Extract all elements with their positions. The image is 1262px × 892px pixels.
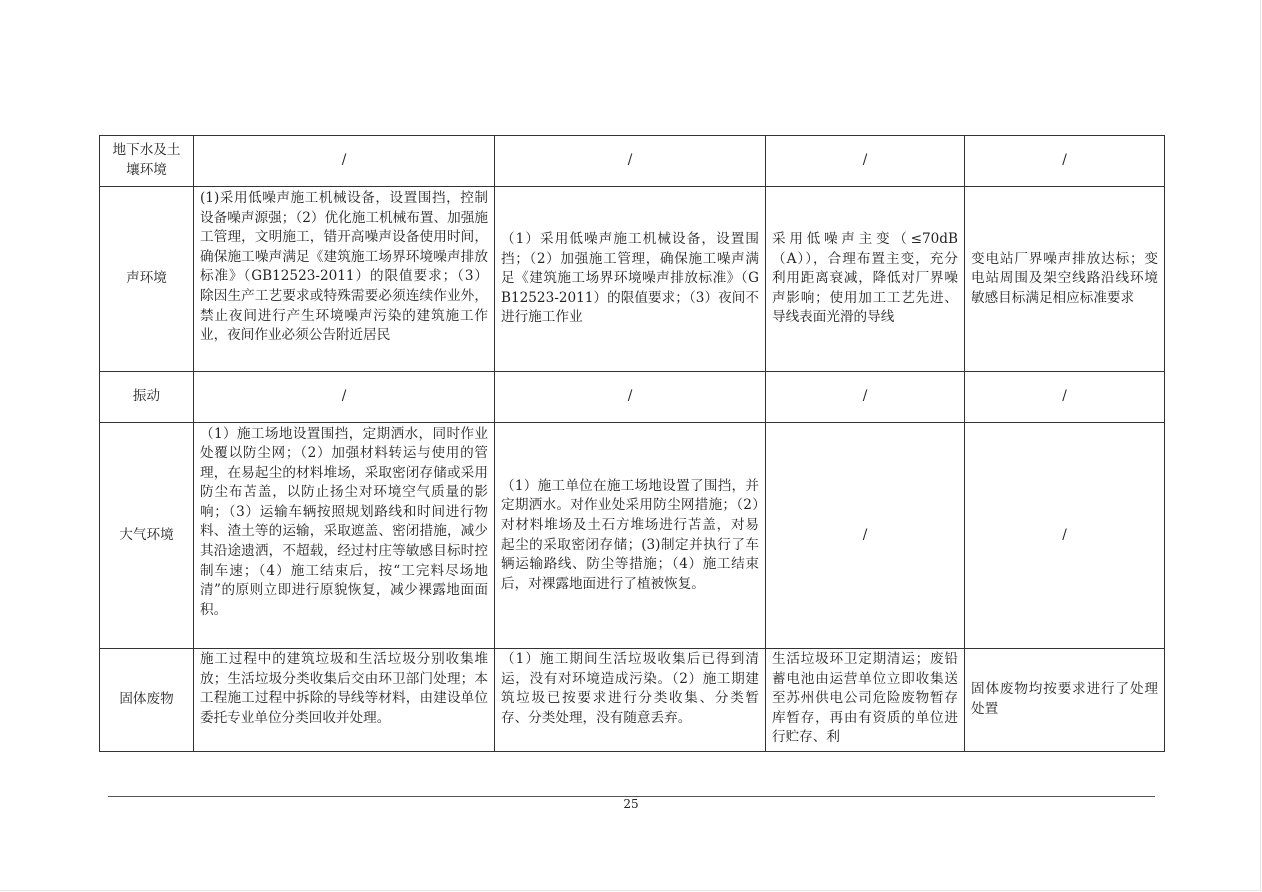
table-row-atmosphere [100,423,1165,649]
table-cell: 变电站厂界噪声排放达标；变电站周围及架空线路沿线环境敏感目标满足相应标准要求 [965,187,1165,372]
cell-text: （1）施工期间生活垃圾收集后已得到清运，没有对环境造成污染。（2）施工期建筑垃圾已按要求进行分类收集、分类暂存、分类处理，没有随意丢弃。 [501,651,759,726]
table-row-acoustic [100,187,1165,372]
cell-text: 生活垃圾环卫定期清运；废铅蓄电池由运营单位立即收集送至苏州供电公司危险废物暂存库暂存，再由有资质的单位进行贮存、利 [772,651,958,746]
table-cell: （1）施工单位在施工场地设置了围挡，并定期洒水。对作业处采用防尘网措施；（2）对材料堆场及土石方堆场进行苫盖，对易起尘的采取密闭存储；(3)制定并执行了车辆运输路线、防尘等措施；（4）施工结束后，对裸露地面进行了植被恢复。 [495,423,766,649]
table-cell: / [194,372,495,423]
cell-text: (1)采用低噪声施工机械设备，设置围挡，控制设备噪声源强；（2）优化施工机械布置、加强施工管理，文明施工，错开高噪声设备使用时间，确保施工噪声满足《建筑施工场界环境噪声排放标准》（GB12523-2011）的限值要求；（3）除因生产工艺要求或特殊需要必须连续作业外，禁止夜间进行产生环境噪声污染的建筑施工作业，夜间作业必须公告附近居民 [200,190,488,344]
table-cell: / [965,372,1165,423]
table-cell: （1）采用低噪声施工机械设备，设置围挡；（2）加强施工管理，确保施工噪声满足《建筑施工场界环境噪声排放标准》（GB12523-2011）的限值要求；（3）夜间不进行施工作业 [495,187,766,372]
table-cell: / [495,372,766,423]
table-row-groundwater-soil [100,136,1165,187]
table-row-vibration [100,372,1165,423]
cell-text: 施工过程中的建筑垃圾和生活垃圾分别收集堆放；生活垃圾分类收集后交由环卫部门处理；本工程施工过程中拆除的导线等材料，由建设单位委托专业单位分类回收并处理。 [200,651,488,726]
table-cell: / [766,372,965,423]
table-row-solid-waste [100,649,1165,752]
table-cell: / [194,136,495,187]
table-cell [194,423,495,649]
table-cell: 固体废物均按要求进行了处理处置 [965,649,1165,752]
table-cell: / [766,136,965,187]
table-cell [194,187,495,372]
table-cell [766,649,965,752]
cell-text: （1）施工场地设置围挡，定期洒水，同时作业处覆以防尘网；（2）加强材料转运与使用的管理，在易起尘的材料堆场，采取密闭存储或采用防尘布苫盖，以防止扬尘对环境空气质量的影响；（3）运输车辆按照规划路线和时间进行物料、渣土等的运输，采取遮盖、密闭措施，减少其沿途遗洒，不超载，经过村庄等敏感目标时控制车速；（4）施工结束后，按“工完料尽场地清”的原则立即进行原貌恢复，减少裸露地面面积。 [200,425,488,618]
table-cell: 采用低噪声主变（≤70dB（A）），合理布置主变，充分利用距离衰减，降低对厂界噪声影响；使用加工工艺先进、导线表面光滑的导线 [766,187,965,372]
table-cell: / [965,423,1165,649]
table-cell [194,649,495,752]
category-cell: 振动 [100,372,194,423]
page-number: 25 [623,797,639,811]
category-cell [100,136,194,187]
table-cell: / [495,136,766,187]
table-cell [495,649,766,752]
category-cell: 声环境 [100,187,194,372]
category-label: 地下水及土壤环境 [112,142,181,178]
table-cell: / [766,423,965,649]
environmental-measures-table [99,135,1165,752]
category-cell: 大气环境 [100,423,194,649]
table-cell: / [965,136,1165,187]
category-cell: 固体废物 [100,649,194,752]
